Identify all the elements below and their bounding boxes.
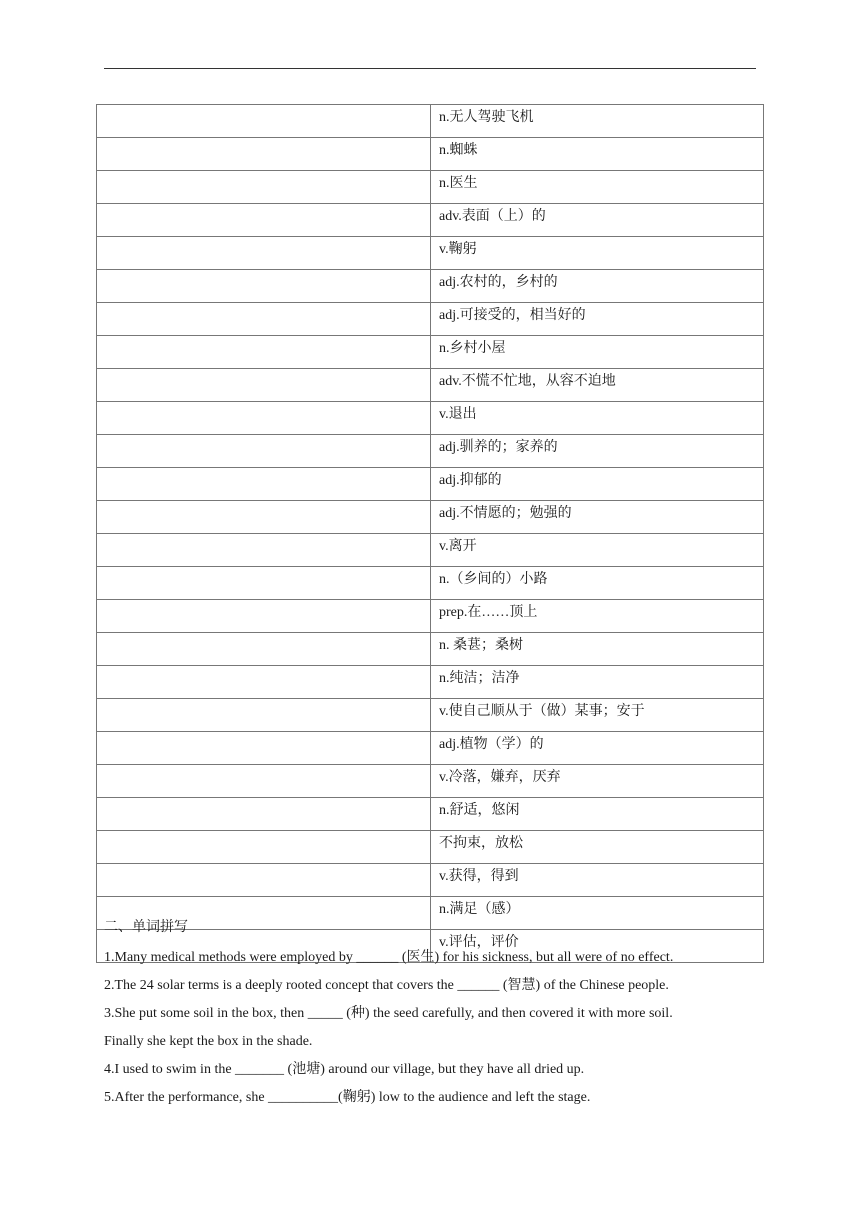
header-rule: [104, 68, 756, 69]
word-cell[interactable]: [97, 402, 431, 435]
word-cell[interactable]: [97, 765, 431, 798]
meaning-cell: n.纯洁；洁净: [431, 666, 764, 699]
table-row: [97, 633, 764, 666]
word-cell[interactable]: [97, 534, 431, 567]
table-row: [97, 204, 764, 237]
question-text-continued: Finally she kept the box in the shade.: [104, 1034, 313, 1049]
meaning-cell: prep.在……顶上: [431, 600, 764, 633]
word-cell[interactable]: [97, 336, 431, 369]
question-text: 1.Many medical methods were employed by ______ (医生) for his sickness, but all were of no effect.: [104, 950, 674, 965]
table-row: [97, 666, 764, 699]
question-item: [104, 944, 744, 972]
meaning-cell: n.无人驾驶飞机: [431, 105, 764, 138]
meaning-cell: v.评估，评价: [431, 930, 764, 963]
word-cell[interactable]: [97, 138, 431, 171]
word-cell[interactable]: [97, 699, 431, 732]
table-row: [97, 435, 764, 468]
question-item: [104, 972, 744, 1000]
table-row: [97, 567, 764, 600]
meaning-cell: n.医生: [431, 171, 764, 204]
word-cell[interactable]: [97, 171, 431, 204]
question-item: [104, 1084, 744, 1112]
word-cell[interactable]: [97, 666, 431, 699]
table-row: [97, 831, 764, 864]
question-item: [104, 1056, 744, 1084]
word-cell[interactable]: [97, 798, 431, 831]
table-row: [97, 501, 764, 534]
table-row: [97, 534, 764, 567]
meaning-cell: adv.不慌不忙地，从容不迫地: [431, 369, 764, 402]
meaning-cell: n.舒适，悠闲: [431, 798, 764, 831]
word-cell[interactable]: [97, 105, 431, 138]
table-row: [97, 138, 764, 171]
meaning-cell: adv.表面（上）的: [431, 204, 764, 237]
meaning-cell: n.蜘蛛: [431, 138, 764, 171]
word-cell[interactable]: [97, 270, 431, 303]
word-cell[interactable]: [97, 501, 431, 534]
word-cell[interactable]: [97, 303, 431, 336]
meaning-cell: n.满足（感）: [431, 897, 764, 930]
meaning-cell: v.获得，得到: [431, 864, 764, 897]
word-cell[interactable]: [97, 468, 431, 501]
vocab-table: [96, 104, 764, 963]
meaning-cell: n.（乡间的）小路: [431, 567, 764, 600]
question-text: 2.The 24 solar terms is a deeply rooted concept that covers the ______ (智慧) of the Chinese people.: [104, 978, 669, 993]
word-cell[interactable]: [97, 864, 431, 897]
meaning-cell: v.退出: [431, 402, 764, 435]
question-item: [104, 1000, 744, 1056]
word-cell[interactable]: [97, 204, 431, 237]
word-cell[interactable]: [97, 831, 431, 864]
meaning-cell: v.冷落，嫌弃，厌弃: [431, 765, 764, 798]
table-row: [97, 270, 764, 303]
meaning-cell: adj.农村的，乡村的: [431, 270, 764, 303]
meaning-cell: adj.可接受的，相当好的: [431, 303, 764, 336]
table-row: [97, 765, 764, 798]
word-cell[interactable]: [97, 237, 431, 270]
meaning-cell: n.乡村小屋: [431, 336, 764, 369]
table-row: [97, 732, 764, 765]
word-cell[interactable]: [97, 732, 431, 765]
table-row: [97, 798, 764, 831]
meaning-cell: adj.驯养的；家养的: [431, 435, 764, 468]
table-row: [97, 369, 764, 402]
meaning-cell: n. 桑葚；桑树: [431, 633, 764, 666]
meaning-cell: 不拘束，放松: [431, 831, 764, 864]
question-text: 5.After the performance, she __________(鞠躬) low to the audience and left the stage.: [104, 1090, 591, 1105]
meaning-cell: v.离开: [431, 534, 764, 567]
question-list: [104, 944, 744, 1112]
section-title: 二、单词拼写: [104, 920, 188, 935]
meaning-cell: adj.不情愿的；勉强的: [431, 501, 764, 534]
word-cell[interactable]: [97, 435, 431, 468]
table-row: [97, 336, 764, 369]
table-row: [97, 864, 764, 897]
table-row: [97, 402, 764, 435]
word-cell[interactable]: [97, 567, 431, 600]
meaning-cell: adj.植物（学）的: [431, 732, 764, 765]
table-row: [97, 468, 764, 501]
table-row: [97, 897, 764, 930]
meaning-cell: v.使自己顺从于（做）某事；安于: [431, 699, 764, 732]
table-row: [97, 237, 764, 270]
word-cell[interactable]: [97, 633, 431, 666]
table-row: [97, 171, 764, 204]
word-cell[interactable]: [97, 600, 431, 633]
meaning-cell: v.鞠躬: [431, 237, 764, 270]
meaning-cell: adj.抑郁的: [431, 468, 764, 501]
vocab-table-body: [97, 105, 764, 963]
word-cell[interactable]: [97, 369, 431, 402]
table-row: [97, 303, 764, 336]
question-text: 3.She put some soil in the box, then _____ (种) the seed carefully, and then covered it with more soil.: [104, 1006, 673, 1021]
table-row: [97, 105, 764, 138]
table-row: [97, 699, 764, 732]
table-row: [97, 600, 764, 633]
question-text: 4.I used to swim in the _______ (池塘) around our village, but they have all dried up.: [104, 1062, 585, 1077]
